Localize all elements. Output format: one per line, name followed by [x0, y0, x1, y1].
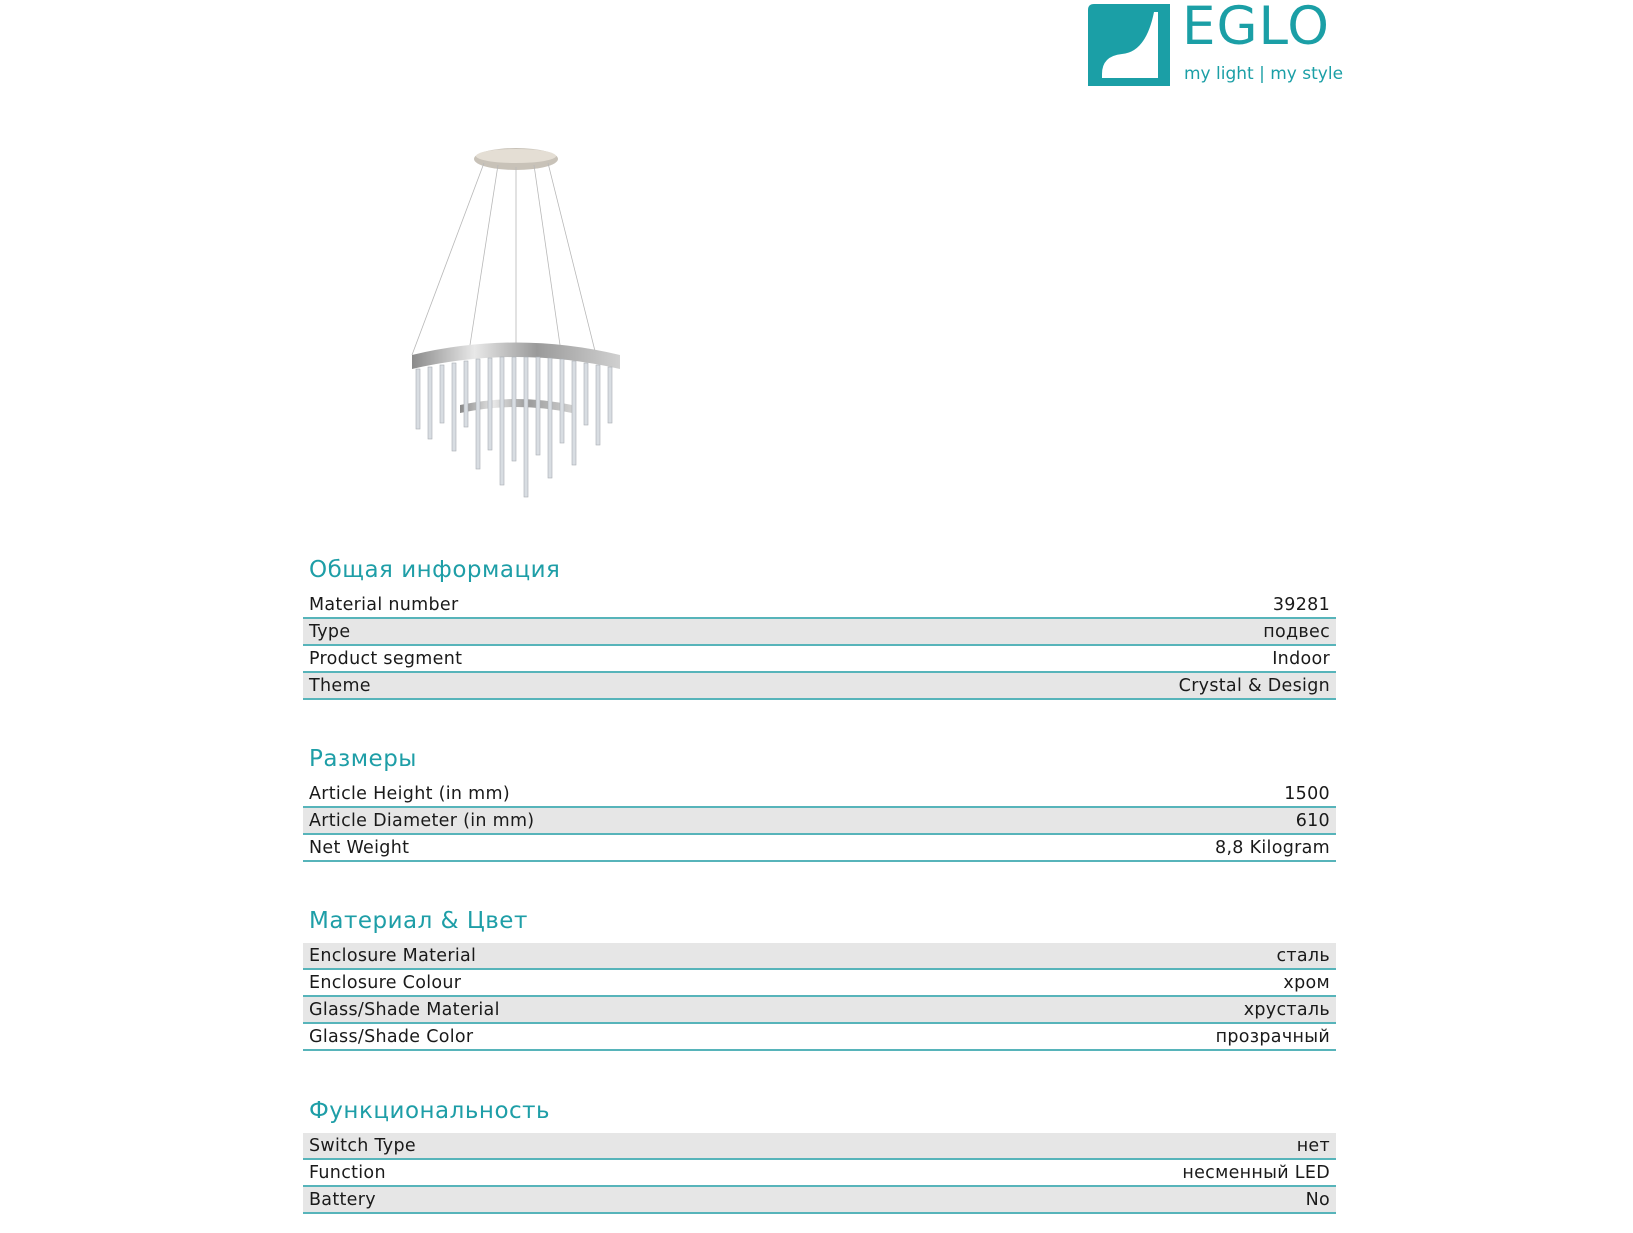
spec-row-material-number [303, 592, 1336, 619]
spec-row-glass-shade-color [303, 1024, 1336, 1051]
spec-value: нет [1296, 1136, 1330, 1156]
spec-value: 610 [1295, 811, 1330, 831]
spec-value: прозрачный [1215, 1027, 1330, 1047]
spec-row-type [303, 619, 1336, 646]
spec-row-product-segment [303, 646, 1336, 673]
spec-row-enclosure-colour [303, 970, 1336, 997]
spec-value: сталь [1276, 946, 1330, 966]
spec-value: 8,8 Kilogram [1215, 838, 1330, 858]
spec-label: Material number [309, 595, 459, 615]
spec-value: хром [1283, 973, 1330, 993]
spec-value: несменный LED [1182, 1163, 1330, 1183]
section-title: Функциональность [309, 1098, 551, 1124]
spec-label: Product segment [309, 649, 463, 669]
brand-tagline: my light | my style [1184, 64, 1344, 84]
spec-row-glass-shade-material [303, 997, 1336, 1024]
spec-row-switch-type [303, 1133, 1336, 1160]
section-title: Материал & Цвет [309, 908, 528, 934]
spec-row-function [303, 1160, 1336, 1187]
spec-label: Enclosure Material [309, 946, 477, 966]
eglo-logo [1088, 0, 1344, 88]
spec-label: Article Height (in mm) [309, 784, 510, 804]
section-dimensions [303, 745, 1336, 862]
spec-row-article-diameter [303, 808, 1336, 835]
brand-name: EGLO [1182, 0, 1330, 57]
spec-row-enclosure-material [303, 943, 1336, 970]
spec-label: Theme [309, 676, 371, 696]
spec-value: No [1305, 1190, 1330, 1210]
spec-row-battery [303, 1187, 1336, 1214]
section-title: Общая информация [309, 557, 561, 583]
spec-label: Function [309, 1163, 386, 1183]
spec-label: Net Weight [309, 838, 410, 858]
spec-label: Battery [309, 1190, 376, 1210]
spec-row-net-weight [303, 835, 1336, 862]
spec-value: Crystal & Design [1178, 676, 1330, 696]
spec-row-article-height [303, 781, 1336, 808]
spec-label: Glass/Shade Color [309, 1027, 474, 1047]
section-title: Размеры [309, 746, 417, 772]
spec-value: 39281 [1272, 595, 1330, 615]
chandelier-image [400, 145, 640, 515]
section-material-colour [303, 907, 1336, 1051]
spec-value: подвес [1263, 622, 1330, 642]
eglo-logo-mark [1088, 4, 1170, 86]
spec-value: хрусталь [1243, 1000, 1330, 1020]
spec-value: Indoor [1272, 649, 1330, 669]
spec-value: 1500 [1284, 784, 1330, 804]
spec-label: Article Diameter (in mm) [309, 811, 535, 831]
spec-label: Switch Type [309, 1136, 416, 1156]
section-functionality [303, 1097, 1336, 1214]
section-general-info [303, 556, 1336, 700]
spec-label: Type [309, 622, 351, 642]
spec-label: Enclosure Colour [309, 973, 462, 993]
spec-row-theme [303, 673, 1336, 700]
spec-label: Glass/Shade Material [309, 1000, 500, 1020]
